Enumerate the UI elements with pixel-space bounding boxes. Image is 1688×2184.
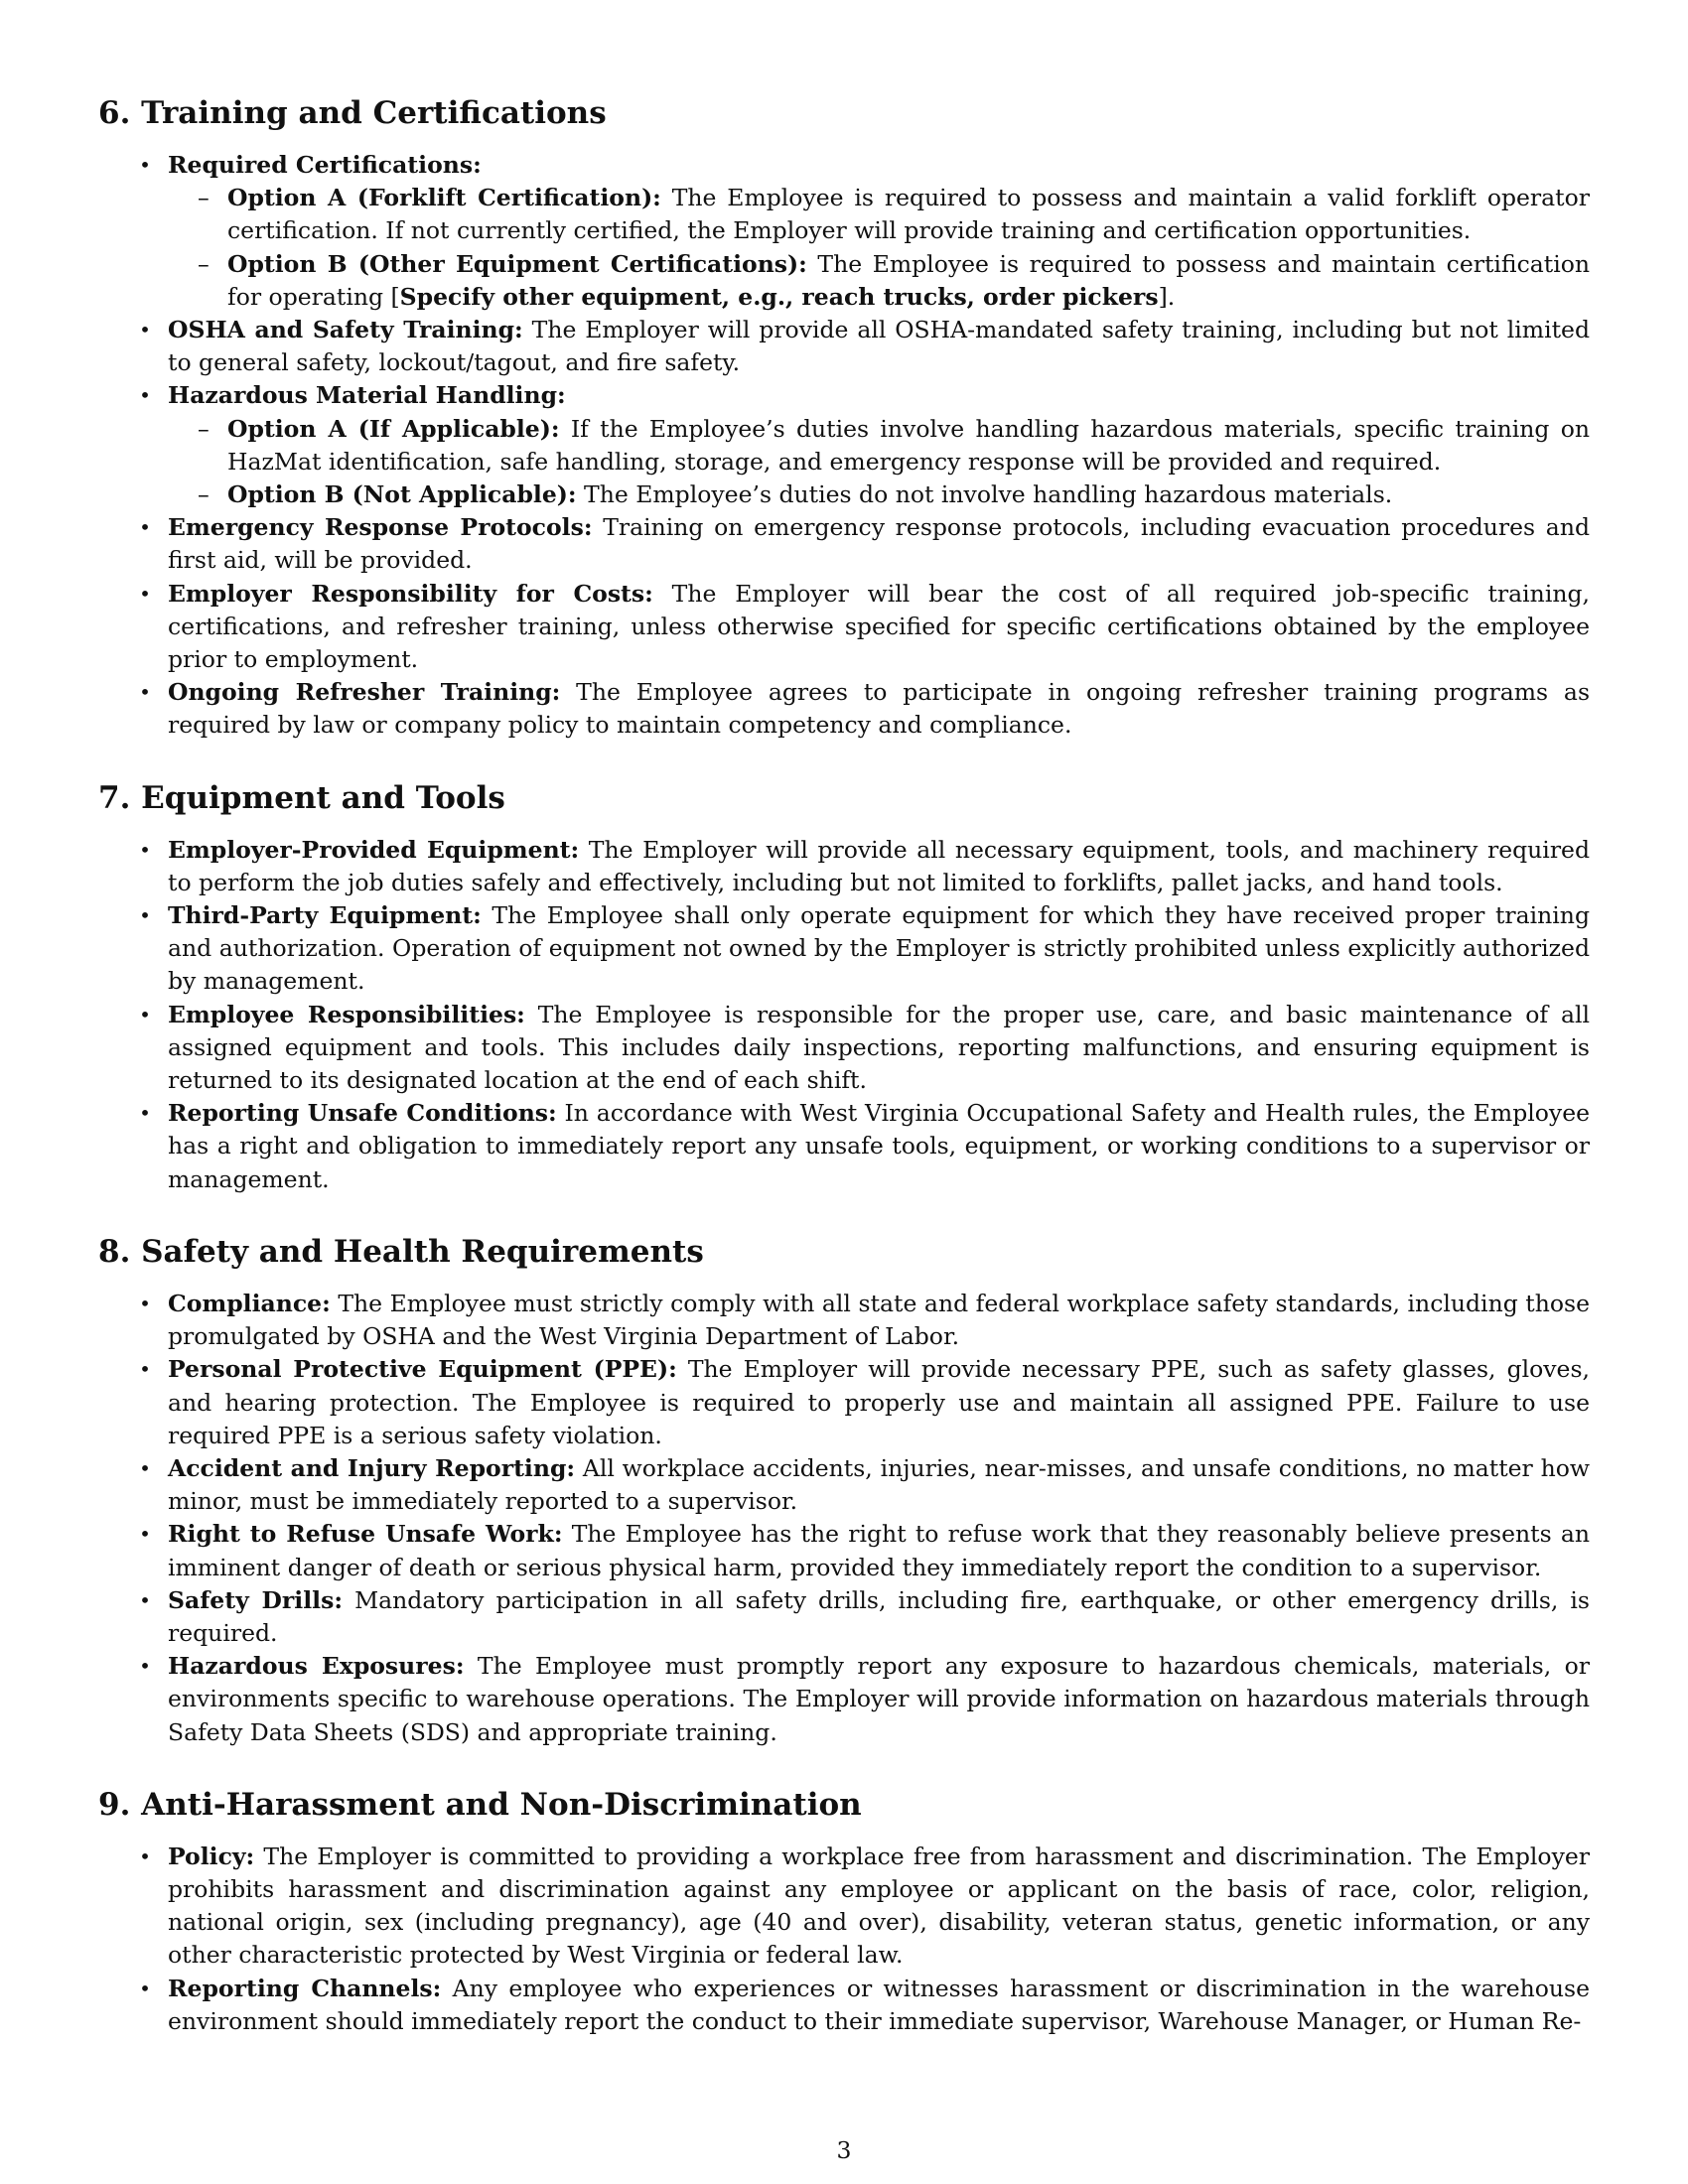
list-item [98, 1973, 1590, 2038]
bullet-icon: • [139, 581, 151, 606]
section-heading: 9. Anti-Harassment and Non-Discrimination [98, 1786, 862, 1823]
bullet-list [98, 1841, 1590, 2038]
item-label: Accident and Injury Reporting: [168, 1453, 576, 1482]
sub-item [168, 248, 1590, 314]
item-label: Safety Drills: [168, 1585, 343, 1614]
sub-item [168, 478, 1590, 511]
sub-item-text: ]. [1158, 282, 1176, 311]
item-text: The Employer will provide necessary PPE, such as safety glasses, gloves, and hearing protection. The Employee is required to properly use and maintain all assigned PPE. Failure to use required PPE is a serious safety violation. [168, 1355, 1590, 1449]
sub-item [168, 182, 1590, 247]
bullet-icon: • [139, 837, 151, 862]
sub-item-label: Option B (Not Applicable): [227, 480, 577, 509]
bullet-icon: • [139, 1357, 151, 1382]
sub-item-label: Option A (Forklift Certification): [227, 184, 661, 212]
bullet-icon: • [139, 903, 151, 928]
bullet-icon: • [139, 680, 151, 705]
list-item [98, 834, 1590, 899]
item-label: Reporting Channels: [168, 1974, 442, 2002]
sub-item-text: The Employee’s duties do not involve handling hazardous materials. [576, 480, 1393, 509]
placeholder-text: Specify other equipment, e.g., reach trucks, order pickers [399, 282, 1159, 311]
bullet-icon: • [139, 153, 151, 177]
item-text: Training on emergency response protocols, including evacuation procedures and first aid, will be provided. [168, 513, 1590, 575]
sub-item-text: If the Employee’s duties involve handling hazardous materials, specific training on HazMat identification, safe handling, storage, and emergency response will be provided and required. [227, 414, 1590, 476]
item-text: The Employee has the right to refuse work that they reasonably believe presents an imminent danger of death or serious physical harm, provided they immediately report the condition to a supervisor. [168, 1520, 1591, 1581]
bullet-icon: • [139, 1291, 151, 1315]
item-text: The Employee shall only operate equipment for which they have received proper training and authorization. Operation of equipment not owned by the Employer is strictly prohibited unless explicitly authorized by management. [168, 901, 1590, 996]
dash-icon: – [198, 184, 210, 212]
section-heading: 7. Equipment and Tools [98, 779, 505, 816]
item-label: Required Certifications: [168, 151, 482, 179]
item-text: In accordance with West Virginia Occupational Safety and Health rules, the Employee has a right and obligation to immediately report any unsafe tools, equipment, or working conditions to a supervisor or management. [168, 1099, 1591, 1193]
list-item [98, 1288, 1590, 1353]
item-text: The Employer will provide all OSHA-mandated safety training, including but not limited to general safety, lockout/tagout, and fire safety. [168, 316, 1590, 377]
list-item [98, 314, 1590, 379]
item-text: All workplace accidents, injuries, near-misses, and unsafe conditions, no matter how minor, must be immediately reported to a supervisor. [168, 1453, 1590, 1516]
bullet-icon: • [139, 515, 151, 540]
section-heading: 6. Training and Certifications [98, 95, 607, 131]
bullet-icon: • [139, 318, 151, 342]
item-label: Personal Protective Equipment (PPE): [168, 1355, 677, 1384]
item-label: Employer Responsibility for Costs: [168, 579, 653, 608]
item-label: Ongoing Refresher Training: [168, 678, 561, 707]
item-label: Compliance: [168, 1289, 331, 1317]
item-label: Hazardous Material Handling: [168, 381, 566, 410]
bullet-icon: • [139, 1654, 151, 1679]
sub-item-text: The Employee is required to possess and maintain a valid forklift operator certification. If not currently certified, the Employer will provide training and certification opportunities. [227, 184, 1590, 245]
sub-list [168, 182, 1590, 314]
section [98, 93, 1590, 743]
bullet-icon: • [139, 1002, 151, 1026]
bullet-icon: • [139, 1522, 151, 1547]
item-text: The Employer will bear the cost of all required job-specific training, certifications, and refresher training, unless otherwise specified for specific certifications obtained by the employee prior to employment. [168, 579, 1590, 674]
bullet-icon: • [139, 1587, 151, 1612]
list-item [98, 1353, 1590, 1452]
bullet-list [98, 834, 1590, 1196]
dash-icon: – [198, 414, 210, 443]
list-item [98, 1097, 1590, 1196]
list-item [98, 1650, 1590, 1749]
list-item [98, 379, 1590, 511]
bullet-icon: • [139, 1843, 151, 1868]
bullet-icon: • [139, 1976, 151, 2000]
page-number: 3 [836, 2136, 852, 2164]
sub-item-text: The Employee is required to possess and maintain certification for operating [ [227, 249, 1591, 311]
list-item [98, 578, 1590, 677]
sub-item-label: Option A (If Applicable): [227, 414, 560, 443]
item-text: Any employee who experiences or witnesses harassment or discrimination in the warehouse environment should immediately report the conduct to their immediate supervisor, Warehouse Manager, or Human Re- [168, 1974, 1590, 2035]
bullet-icon: • [139, 383, 151, 408]
item-text: The Employer is committed to providing a workplace free from harassment and discrimination. The Employer prohibits harassment and discrimination against any employee or applicant on the basis of race, color, religion, national origin, sex (including pregnancy), age (40 and over), disability, veteran status, genetic information, or any other characteristic protected by West Virginia or federal law. [168, 1842, 1590, 1970]
item-label: OSHA and Safety Training: [168, 316, 523, 344]
section-heading: 8. Safety and Health Requirements [98, 1233, 704, 1270]
document-body [98, 93, 1590, 2074]
sub-item [168, 413, 1590, 478]
list-item [98, 1518, 1590, 1583]
item-text: The Employee agrees to participate in ongoing refresher training programs as required by law or company policy to maintain competency and compliance. [168, 678, 1591, 740]
item-text: The Employee is responsible for the proper use, care, and basic maintenance of all assigned equipment and tools. This includes daily inspections, reporting malfunctions, and ensuring equipment is returned to its designated location at the end of each shift. [168, 1000, 1590, 1095]
item-label: Policy: [168, 1842, 255, 1870]
item-label: Hazardous Exposures: [168, 1652, 465, 1681]
list-item [98, 149, 1590, 314]
sub-item-label: Option B (Other Equipment Certifications): [227, 249, 807, 278]
list-item [98, 1584, 1590, 1650]
item-label: Employee Responsibilities: [168, 1000, 525, 1028]
list-item [98, 511, 1590, 577]
dash-icon: – [198, 249, 210, 278]
section [98, 778, 1590, 1196]
dash-icon: – [198, 480, 210, 509]
sub-list [168, 413, 1590, 512]
item-label: Right to Refuse Unsafe Work: [168, 1520, 563, 1549]
section [98, 1232, 1590, 1749]
item-text: Mandatory participation in all safety drills, including fire, earthquake, or other emergency drills, is required. [168, 1585, 1590, 1647]
item-label: Reporting Unsafe Conditions: [168, 1099, 557, 1128]
item-label: Emergency Response Protocols: [168, 513, 593, 542]
item-text: The Employee must promptly report any exposure to hazardous chemicals, materials, or environments specific to warehouse operations. The Employer will provide information on hazardous materials through Safety Data Sheets (SDS) and appropriate training. [168, 1652, 1590, 1746]
list-item [98, 1452, 1590, 1518]
item-text: The Employee must strictly comply with all state and federal workplace safety standards, including those promulgated by OSHA and the West Virginia Department of Labor. [168, 1289, 1590, 1351]
section [98, 1785, 1590, 2038]
list-item [98, 676, 1590, 742]
list-item [98, 999, 1590, 1098]
bullet-icon: • [139, 1101, 151, 1126]
bullet-icon: • [139, 1455, 151, 1480]
list-item [98, 1841, 1590, 1973]
list-item [98, 899, 1590, 999]
item-label: Third-Party Equipment: [168, 901, 482, 930]
item-label: Employer-Provided Equipment: [168, 835, 580, 864]
bullet-list [98, 1288, 1590, 1749]
bullet-list [98, 149, 1590, 743]
item-text: The Employer will provide all necessary equipment, tools, and machinery required to perform the job duties safely and effectively, including but not limited to forklifts, pallet jacks, and hand tools. [168, 835, 1590, 896]
